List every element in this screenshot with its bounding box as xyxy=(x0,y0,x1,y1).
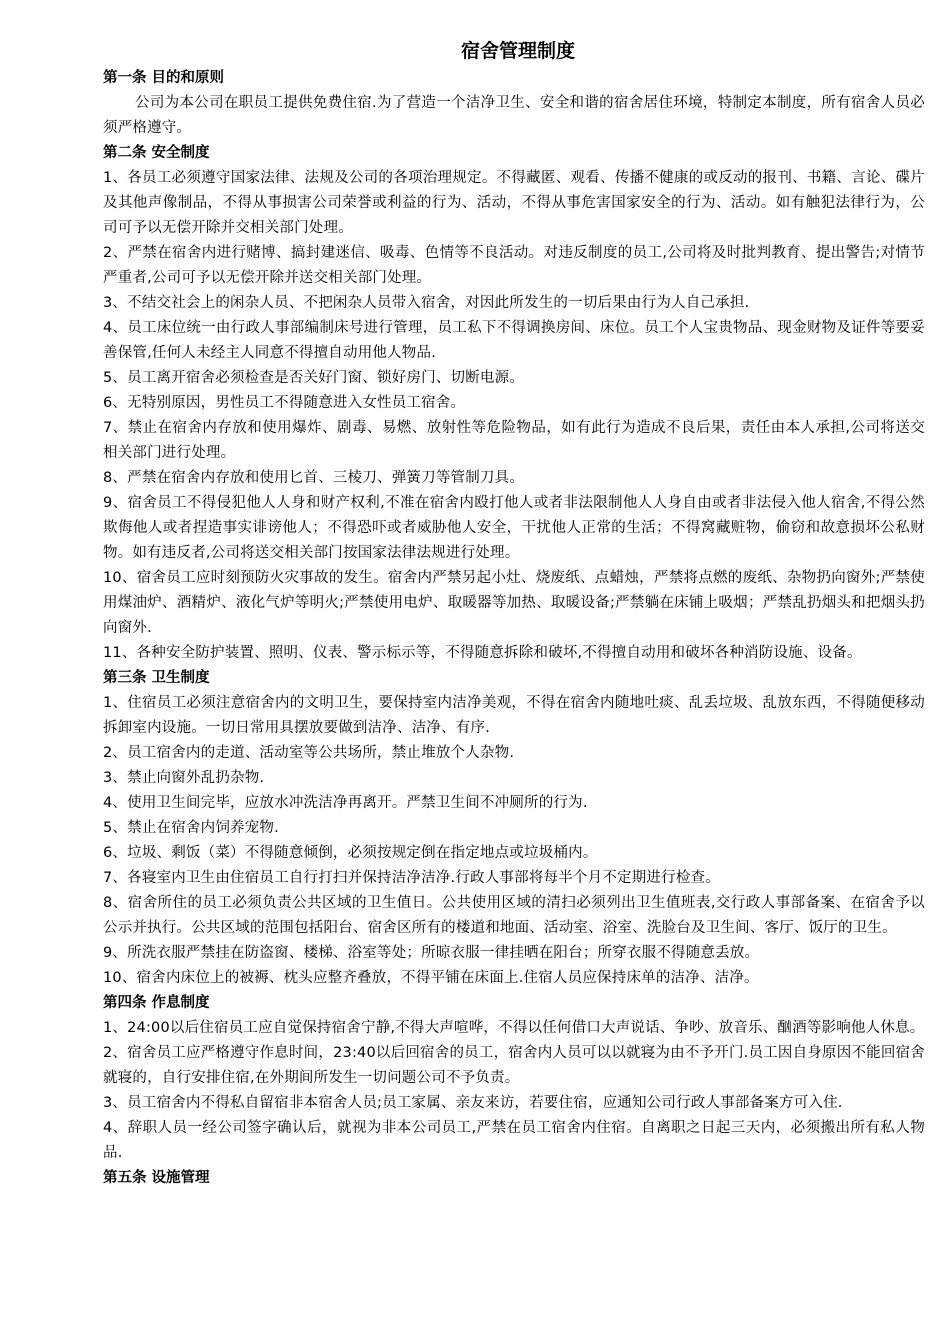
paragraph: 10、宿舍员工应时刻预防火灾事故的发生。宿舍内严禁另起小灶、烧废纸、点蜡烛，严禁将点燃的废纸、杂物扔向窗外;严禁使用煤油炉、酒精炉、液化气炉等明火;严禁使用电炉、取暖器等加热、取暖设备;严禁躺在床铺上吸烟；严禁乱扔烟头和把烟头扔向窗外. xyxy=(103,570,925,636)
section-heading: 第四条 作息制度 xyxy=(103,995,210,1011)
section-heading: 第三条 卫生制度 xyxy=(103,670,210,686)
document-body xyxy=(103,36,925,1191)
paragraph: 2、严禁在宿舍内进行赌博、搞封建迷信、吸毒、色情等不良活动。对违反制度的员工,公司将及时批判教育、提出警告;对情节严重者,公司可予以无偿开除并送交相关部门处理。 xyxy=(103,245,925,286)
paragraph: 6、垃圾、剩饭（菜）不得随意倾倒，必须按规定倒在指定地点或垃圾桶内。 xyxy=(103,845,598,861)
paragraph: 5、员工离开宿舍必须检查是否关好门窗、锁好房门、切断电源。 xyxy=(103,370,525,386)
section-4 xyxy=(103,991,925,1166)
paragraph: 4、员工床位统一由行政人事部编制床号进行管理，员工私下不得调换房间、床位。员工个人宝贵物品、现金财物及证件等要妥善保管,任何人未经主人同意不得擅自动用他人物品. xyxy=(103,320,925,361)
section-3 xyxy=(103,666,925,991)
paragraph: 1、住宿员工必须注意宿舍内的文明卫生，要保持室内洁净美观，不得在宿舍内随地吐痰、乱丢垃圾、乱放东西，不得随便移动拆卸室内设施。一切日常用具摆放要做到洁净、洁净、有序. xyxy=(103,695,925,736)
paragraph: 1、24:00以后住宿员工应自觉保持宿舍宁静,不得大声喧哗，不得以任何借口大声说话、争吵、放音乐、酗酒等影响他人休息。 xyxy=(103,1020,925,1036)
paragraph: 8、严禁在宿舍内存放和使用匕首、三棱刀、弹簧刀等管制刀具。 xyxy=(103,470,525,486)
paragraph: 9、宿舍员工不得侵犯他人人身和财产权利,不准在宿舍内殴打他人或者非法限制他人人身自由或者非法侵入他人宿舍,不得公然欺侮他人或者捏造事实诽谤他人；不得恐吓或者威胁他人安全，干扰他人正常的生活；不得窝藏赃物，偷窃和故意损坏公私财物。如有违反者,公司将送交相关部门按国家法律法规进行处理。 xyxy=(103,495,925,561)
paragraph: 2、宿舍员工应严格遵守作息时间，23:40以后回宿舍的员工，宿舍内人员可以以就寝为由不予开门.员工因自身原因不能回宿舍就寝的，自行安排住宿,在外期间所发生一切问题公司不予负责。 xyxy=(103,1045,925,1086)
paragraph: 2、员工宿舍内的走道、活动室等公共场所，禁止堆放个人杂物. xyxy=(103,745,515,761)
paragraph: 10、宿舍内床位上的被褥、枕头应整齐叠放，不得平铺在床面上.住宿人员应保持床单的洁净、洁净。 xyxy=(103,970,759,986)
paragraph: 公司为本公司在职员工提供免费住宿.为了营造一个洁净卫生、安全和谐的宿舍居住环境，特制定本制度，所有宿舍人员必须严格遵守。 xyxy=(103,95,925,136)
paragraph: 8、宿舍所住的员工必须负责公共区域的卫生值日。公共使用区域的清扫必须列出卫生值班表,交行政人事部备案、在宿舍予以公示并执行。公共区域的范围包括阳台、宿舍区所有的楼道和地面、活动室、浴室、洗脸台及卫生间、客厅、饭厅的卫生。 xyxy=(103,895,925,936)
paragraph: 4、辞职人员一经公司签字确认后，就视为非本公司员工,严禁在员工宿舍内住宿。自离职之日起三天内，必须搬出所有私人物品. xyxy=(103,1120,925,1161)
paragraph: 5、禁止在宿舍内饲养宠物. xyxy=(103,820,279,836)
paragraph: 7、禁止在宿舍内存放和使用爆炸、剧毒、易燃、放射性等危险物品，如有此行为造成不良后果，责任由本人承担,公司将送交相关部门进行处理。 xyxy=(103,420,925,461)
document-title: 宿舍管理制度 xyxy=(460,40,575,62)
paragraph: 1、各员工必须遵守国家法律、法规及公司的各项治理规定。不得藏匿、观看、传播不健康的或反动的报刊、书籍、言论、碟片及其他声像制品，不得从事损害公司荣誉或利益的行为、活动，不得从事危害国家安全的行为、活动。如有触犯法律行为，公司可予以无偿开除并交相关部门处理。 xyxy=(103,170,925,236)
section-heading: 第二条 安全制度 xyxy=(103,145,210,161)
paragraph: 9、所洗衣服严禁挂在防盗窗、楼梯、浴室等处；所晾衣服一律挂晒在阳台；所穿衣服不得随意丢放。 xyxy=(103,945,760,961)
section-1 xyxy=(103,66,925,141)
paragraph: 3、员工宿舍内不得私自留宿非本宿舍人员;员工家属、亲友来访，若要住宿，应通知公司行政人事部备案方可入住. xyxy=(103,1095,843,1111)
paragraph: 4、使用卫生间完毕，应放水冲洗洁净再离开。严禁卫生间不冲厕所的行为. xyxy=(103,795,588,811)
paragraph: 3、不结交社会上的闲杂人员、不把闲杂人员带入宿舍，对因此所发生的一切后果由行为人自己承担. xyxy=(103,295,750,311)
section-5 xyxy=(103,1166,925,1191)
paragraph: 6、无特别原因，男性员工不得随意进入女性员工宿舍。 xyxy=(103,395,466,411)
section-heading: 第一条 目的和原则 xyxy=(103,70,225,86)
section-2 xyxy=(103,141,925,666)
section-heading: 第五条 设施管理 xyxy=(103,1170,210,1186)
paragraph: 7、各寝室内卫生由住宿员工自行打扫并保持洁净洁净.行政人事部将每半个月不定期进行检查。 xyxy=(103,870,720,886)
paragraph: 11、各种安全防护装置、照明、仪表、警示标示等，不得随意拆除和破坏,不得擅自动用和破坏各种消防设施、设备。 xyxy=(103,645,862,661)
paragraph: 3、禁止向窗外乱扔杂物. xyxy=(103,770,265,786)
